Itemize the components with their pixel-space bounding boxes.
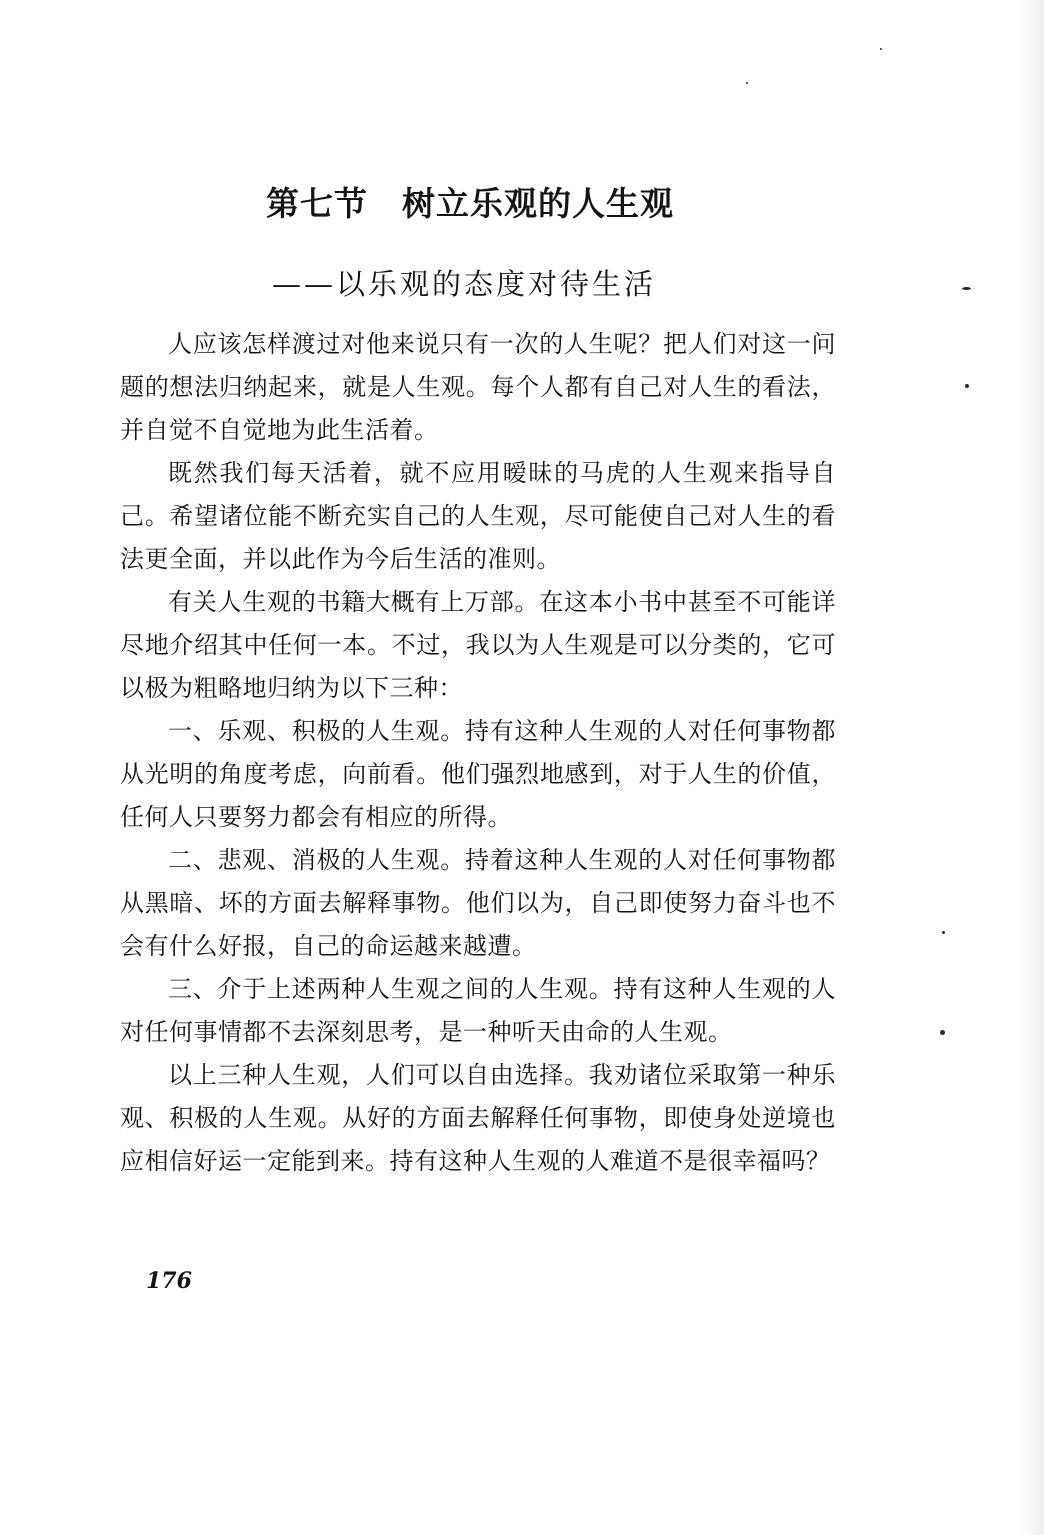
scan-speck — [746, 82, 748, 84]
scan-speck — [962, 287, 971, 290]
paragraph: 三、介于上述两种人生观之间的人生观。持有这种人生观的人对任何事情都不去深刻思考，是一种听天由命的人生观。 — [120, 975, 836, 1046]
scan-speck — [880, 48, 882, 50]
paragraph: 人应该怎样渡过对他来说只有一次的人生呢？把人们对这一问题的想法归纳起来，就是人生观。每个人都有自己对人生的看法，并自觉不自觉地为此生活着。 — [120, 330, 836, 444]
paragraph: 二、悲观、消极的人生观。持着这种人生观的人对任何事物都从黑暗、坏的方面去解释事物。他们以为，自己即使努力奋斗也不会有什么好报，自己的命运越来越遭。 — [120, 846, 836, 960]
section-title: 第七节 树立乐观的人生观 — [266, 184, 674, 223]
scan-speck — [965, 384, 969, 388]
paragraph: 以上三种人生观，人们可以自由选择。我劝诸位采取第一种乐观、积极的人生观。从好的方面去解释任何事物，即使身处逆境也应相信好运一定能到来。持有这种人生观的人难道不是很幸福吗？ — [120, 1061, 836, 1175]
paragraph: 有关人生观的书籍大概有上万部。在这本小书中甚至不可能详尽地介绍其中任何一本。不过，我以为人生观是可以分类的，它可以极为粗略地归纳为以下三种： — [120, 588, 836, 702]
scan-speck — [940, 1030, 945, 1035]
section-subtitle: ——以乐观的态度对待生活 — [272, 267, 657, 301]
paragraph: 既然我们每天活着，就不应用暧昧的马虎的人生观来指导自己。希望诸位能不断充实自己的人生观，尽可能使自己对人生的看法更全面，并以此作为今后生活的准则。 — [120, 459, 836, 573]
scan-edge-shadow — [1018, 0, 1044, 1535]
page-number: 176 — [146, 1268, 192, 1294]
scan-speck — [942, 931, 945, 934]
paragraph: 一、乐观、积极的人生观。持有这种人生观的人对任何事物都从光明的角度考虑，向前看。他们强烈地感到，对于人生的价值，任何人只要努力都会有相应的所得。 — [120, 717, 836, 831]
body-text — [120, 323, 836, 1183]
